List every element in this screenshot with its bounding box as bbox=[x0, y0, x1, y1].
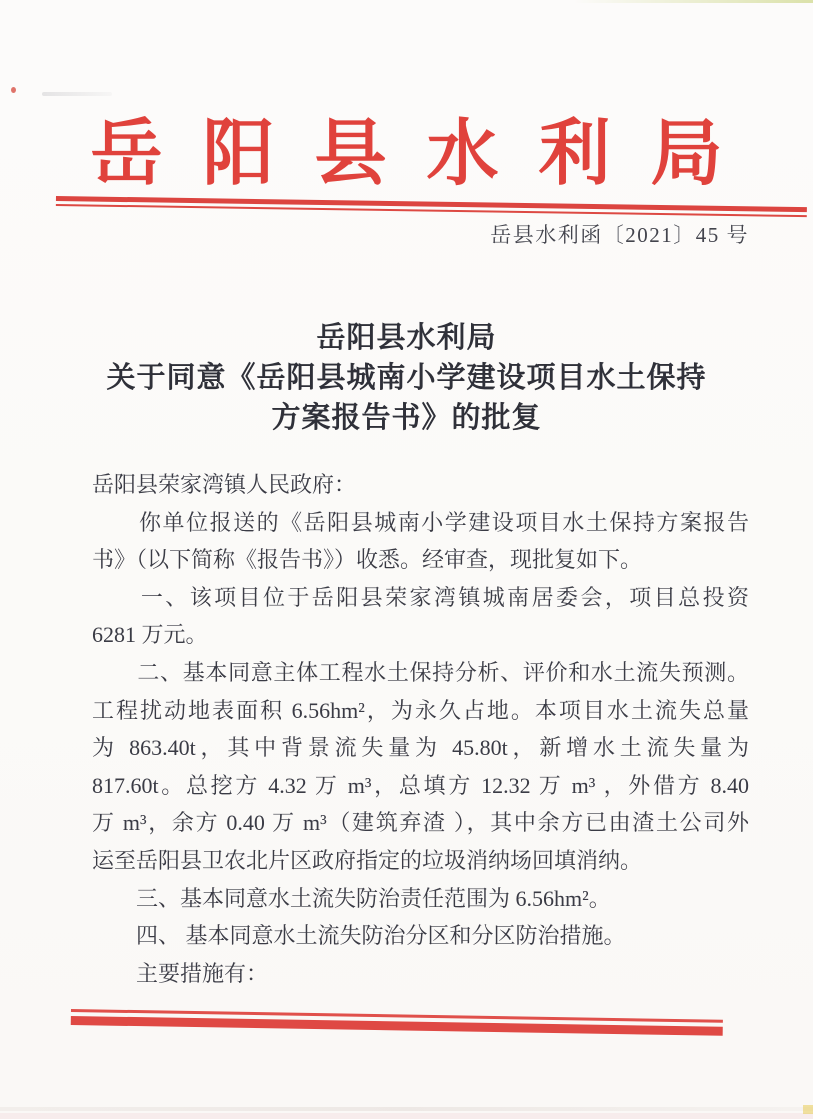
scan-speck-gray bbox=[42, 92, 112, 96]
title-line-1: 岳阳县水利局 bbox=[316, 322, 497, 354]
recipient-line: 岳阳县荣家湾镇人民政府： bbox=[92, 472, 357, 497]
title-line-2: 关于同意《岳阳县城南小学建设项目水土保持 bbox=[106, 362, 707, 394]
masthead-double-rule bbox=[56, 196, 807, 217]
body-line: 四、 基本同意水土流失防治分区和分区防治措施。 bbox=[92, 923, 626, 949]
scan-edge-artifact bbox=[573, 0, 813, 3]
agency-masthead: 岳阳县水利局 bbox=[90, 114, 763, 194]
body-line: 书》（以下简称《报告书》）收悉。经审查，现批复如下。 bbox=[92, 547, 643, 573]
document-title bbox=[0, 318, 813, 438]
title-line-3: 方案报告书》的批复 bbox=[271, 402, 542, 434]
scan-corner-artifact bbox=[803, 1105, 813, 1114]
body-line: 6281 万元。 bbox=[92, 622, 208, 648]
next-page-red-rule bbox=[71, 1009, 723, 1036]
body-line: 工程扰动地表面积 6.56hm²，为永久占地。本项目水土流失总量 bbox=[92, 697, 749, 723]
scan-bottom-shadow bbox=[0, 1107, 813, 1111]
doc-number: 岳县水利函〔2021〕45 号 bbox=[490, 223, 749, 247]
body-line: 817.60t。总挖方 4.32 万 m³，总填方 12.32 万 m³ ，外借方 8.40 bbox=[92, 772, 749, 798]
body-line: 为 863.40t，其中背景流失量为 45.80t，新增水土流失量为 bbox=[92, 735, 749, 761]
body-line: 你单位报送的《岳阳县城南小学建设项目水土保持方案报告 bbox=[92, 509, 749, 535]
body-line: 万 m³，余方 0.40 万 m³（建筑弃渣 ），其中余方已由渣土公司外 bbox=[92, 810, 749, 836]
body-line: 三、基本同意水土流失防治责任范围为 6.56hm²。 bbox=[92, 885, 611, 911]
body-line: 二、基本同意主体工程水土保持分析、评价和水土流失预测。 bbox=[92, 659, 749, 685]
scan-speck-red bbox=[11, 87, 16, 93]
body-line: 运至岳阳县卫农北片区政府指定的垃圾消纳场回填消纳。 bbox=[92, 847, 643, 873]
body-line: 一、该项目位于岳阳县荣家湾镇城南居委会，项目总投资 bbox=[92, 584, 749, 610]
letter-body bbox=[92, 466, 749, 992]
body-line: 主要措施有： bbox=[92, 960, 269, 986]
scan-bottom-edge bbox=[0, 1113, 813, 1119]
